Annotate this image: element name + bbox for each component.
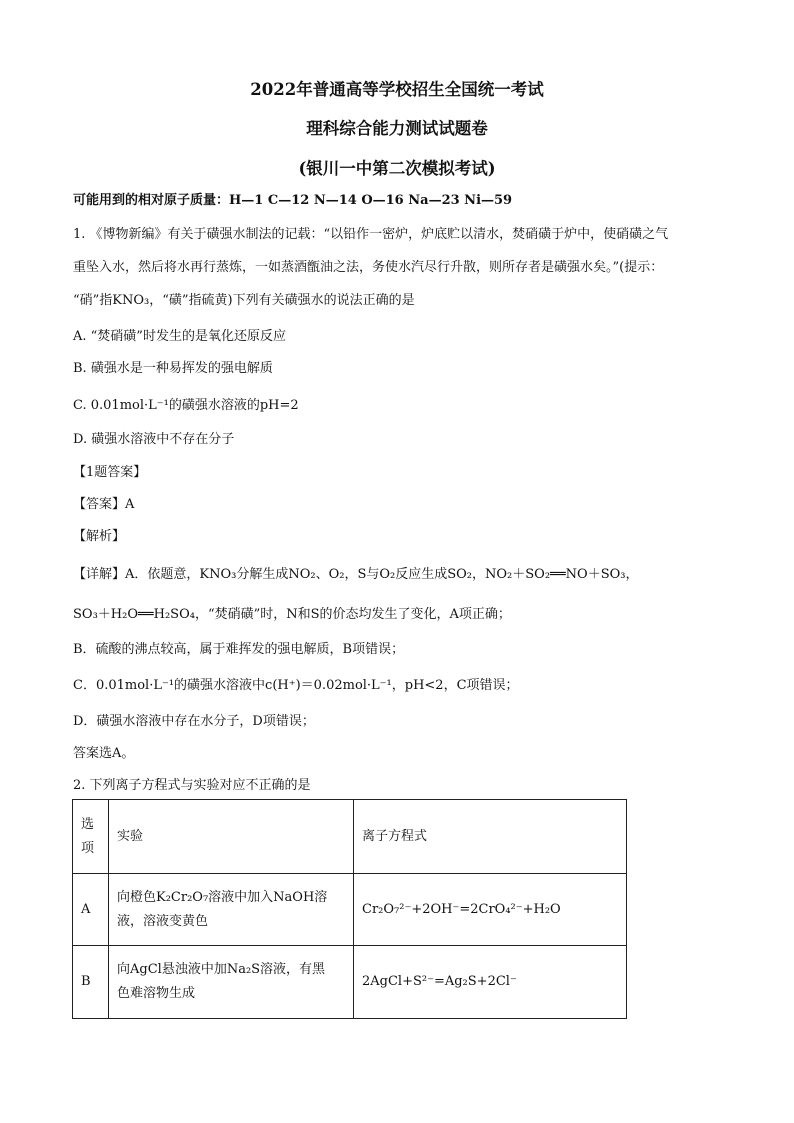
header-equation: 离子方程式 — [354, 800, 627, 874]
row-option: A — [73, 874, 109, 946]
row-option: B — [73, 946, 109, 1019]
q1-detail-line1: 【详解】A．依题意，KNO₃分解生成NO₂、O₂，S与O₂反应生成SO₂，NO₂＋SO₂══NO＋SO₃， — [73, 567, 639, 582]
q1-option-b: B. 磺强水是一种易挥发的强电解质 — [73, 361, 273, 376]
header-option — [73, 800, 109, 874]
q1-analysis: 【解析】 — [73, 529, 126, 544]
q1-conclusion: 答案选A。 — [73, 746, 135, 761]
exam-subtitle: 理科综合能力测试试题卷 — [306, 119, 488, 138]
ion-equation-table — [72, 799, 627, 1019]
row-equation: 2AgCl+S²⁻=Ag₂S+2Cl⁻ — [354, 946, 627, 1019]
row-experiment — [109, 874, 354, 946]
atomic-masses: 可能用到的相对原子质量：H—1 C—12 N—14 O—16 Na—23 Ni—59 — [73, 193, 513, 208]
q1-stem-line1: 1. 《博物新编》有关于磺强水制法的记载：“以铅作一密炉，炉底贮以清水，焚硝磺于炉中，使硝磺之气 — [73, 227, 669, 242]
row-experiment-line1: 向AgCl悬浊液中加Na₂S溶液，有黑 — [117, 962, 326, 977]
q1-option-a: A. “焚硝磺”时发生的是氧化还原反应 — [73, 329, 286, 344]
header-experiment: 实验 — [109, 800, 354, 874]
q1-option-d: D. 磺强水溶液中不存在分子 — [73, 432, 235, 447]
header-option-line1: 选 — [81, 816, 95, 832]
table-header-row — [73, 800, 627, 874]
q2-stem: 2. 下列离子方程式与实验对应不正确的是 — [73, 778, 311, 793]
q1-detail-line2: SO₃＋H₂O══H₂SO₄，“焚硝磺”时，N和S的价态均发生了变化，A项正确； — [73, 607, 511, 622]
q1-answer: 【答案】A — [73, 497, 135, 512]
row-experiment-line2: 色难溶物生成 — [117, 986, 196, 1001]
header-option-line2: 项 — [81, 840, 95, 856]
row-experiment-line1: 向橙色K₂Cr₂O₇溶液中加入NaOH溶 — [117, 889, 328, 905]
row-experiment-line2: 液，溶液变黄色 — [117, 913, 209, 929]
q1-option-c: C. 0.01mol·L⁻¹的磺强水溶液的pH=2 — [73, 398, 299, 413]
exam-source: (银川一中第二次模拟考试) — [298, 159, 496, 178]
q1-detail-b: B．硫酸的沸点较高，属于难挥发的强电解质，B项错误； — [73, 642, 405, 657]
table-row — [73, 874, 627, 946]
exam-title: 2022年普通高等学校招生全国统一考试 — [250, 80, 544, 99]
row-equation: Cr₂O₇²⁻+2OH⁻=2CrO₄²⁻+H₂O — [354, 874, 627, 946]
q1-detail-d: D．磺强水溶液中存在水分子，D项错误； — [73, 714, 315, 729]
q1-stem-line2: 重坠入水，然后将水再行蒸炼，一如蒸酒甑油之法，务使水汽尽行升散，则所存者是磺强水矣。”(提示： — [73, 260, 664, 275]
row-experiment — [109, 946, 354, 1019]
q1-stem-line3: “硝”指KNO₃，“磺”指硫黄)下列有关磺强水的说法正确的是 — [73, 293, 415, 308]
table-row — [73, 946, 627, 1019]
q1-answer-tag: 【1题答案】 — [73, 465, 147, 480]
q1-detail-c: C．0.01mol·L⁻¹的磺强水溶液中c(H⁺)＝0.02mol·L⁻¹，pH<2，C项错误； — [73, 678, 519, 693]
